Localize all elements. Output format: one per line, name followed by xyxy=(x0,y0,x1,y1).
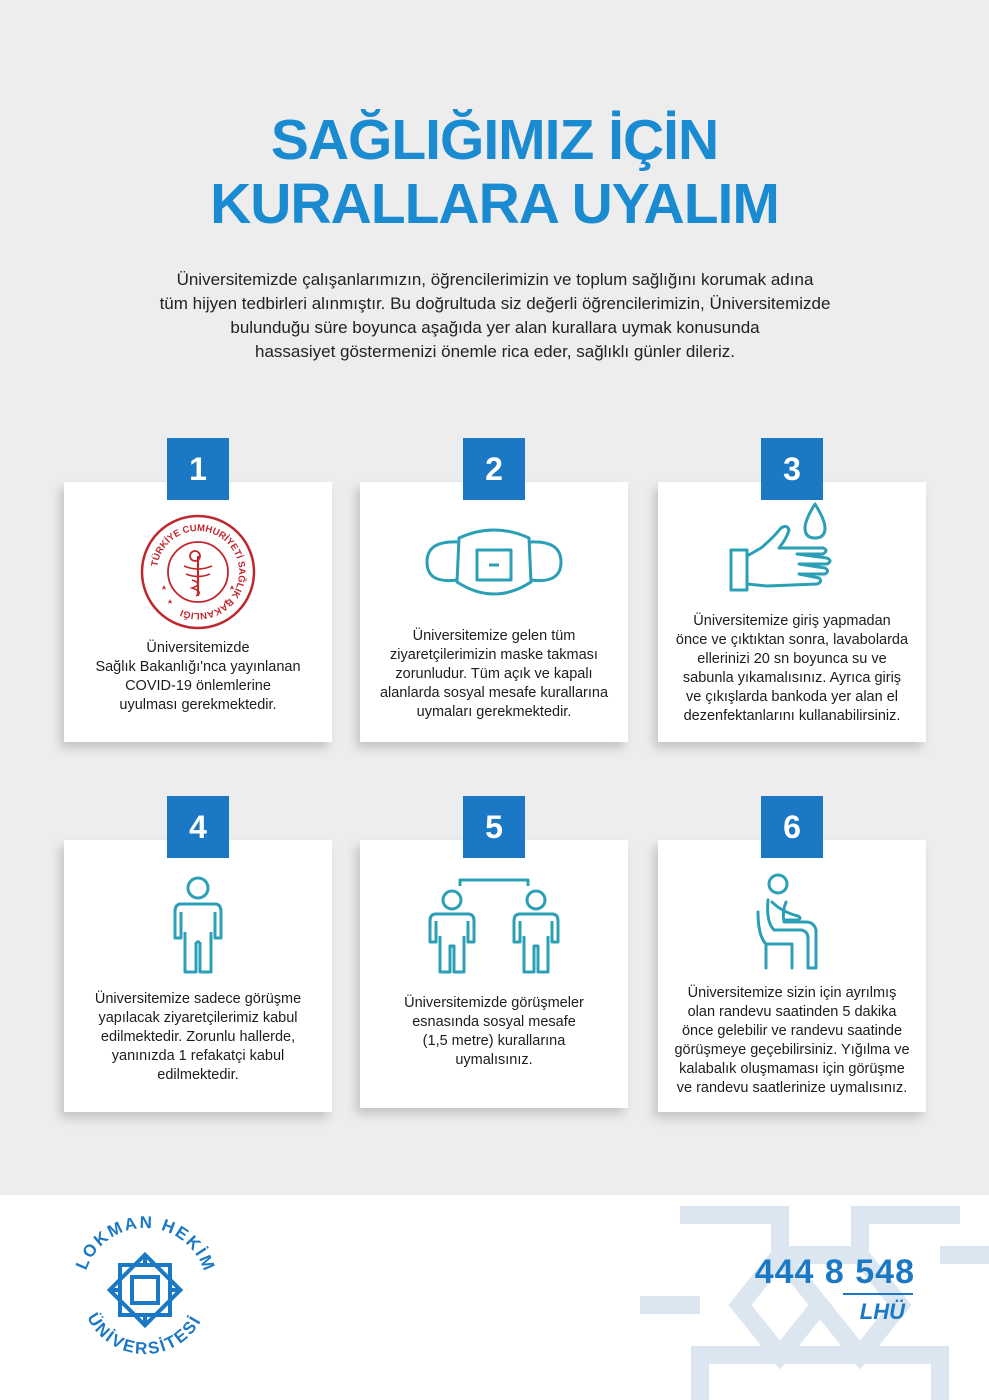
ministry-seal-icon xyxy=(138,512,258,637)
rule-text-line: kalabalık oluşmaması için görüşme xyxy=(679,1061,905,1077)
logo-text-bottom: ÜNİVERSİTESİ xyxy=(83,1309,206,1359)
rule-text-line: edilmektedir. Zorunlu hallerde, xyxy=(100,1029,296,1045)
rule-text-line: sabunla yıkamalısınız. Ayrıca giriş xyxy=(682,670,902,686)
rule-text-line: COVID-19 önlemlerine xyxy=(125,678,271,694)
seal-text: TÜRKİYE CUMHURİYETİ SAĞLIK BAKANLIĞI xyxy=(149,522,248,622)
rule-text-line: Üniversitemize giriş yapmadan xyxy=(693,613,891,629)
rule-text-line: alanlarda sosyal mesafe kurallarına xyxy=(379,685,609,701)
rule-card-4 xyxy=(64,809,332,1112)
footer xyxy=(0,1195,989,1400)
rule-text-line: önce ve çıktıktan sonra, lavabolarda xyxy=(675,632,909,648)
rule-text-line: olan randevu saatinden 5 dakika xyxy=(687,1004,897,1020)
face-mask-icon xyxy=(419,520,569,615)
rule-text-line: ve çıkışlarda bankoda yer alan el xyxy=(686,689,898,705)
hand-wash-icon xyxy=(727,498,857,603)
page-title xyxy=(0,108,989,236)
rule-text-line: Sağlık Bakanlığı'nca yayınlanan xyxy=(95,659,301,675)
decorative-pattern xyxy=(640,1195,989,1400)
rule-number-badge: 3 xyxy=(761,438,823,500)
rule-card-3 xyxy=(658,451,926,742)
rule-text-line: Üniversitemizde görüşmeler xyxy=(404,995,584,1011)
rule-number-badge: 4 xyxy=(167,796,229,858)
rule-text-line: yapılacak ziyaretçilerimiz kabul xyxy=(98,1010,298,1026)
rule-text xyxy=(672,612,912,726)
rule-text-line: Üniversitemize sadece görüşme xyxy=(94,991,302,1007)
rule-text-line: görüşmeye geçebilirsiniz. Yığılma ve xyxy=(674,1042,910,1058)
rule-text-line: uymaları gerekmektedir. xyxy=(416,704,572,720)
rule-text xyxy=(672,984,912,1098)
title-line-1: SAĞLIĞIMIZ İÇİN xyxy=(270,108,719,172)
rule-text-line: yanınızda 1 refakatçi kabul xyxy=(111,1048,285,1064)
rule-text-line: (1,5 metre) kurallarına xyxy=(422,1033,566,1049)
rule-text xyxy=(78,990,318,1085)
rule-text-line: Üniversitemize sizin için ayrılmış xyxy=(687,985,897,1001)
rule-text-line: edilmektedir. xyxy=(157,1067,239,1083)
intro-paragraph xyxy=(120,268,870,364)
rule-text xyxy=(374,627,614,722)
brand-underline xyxy=(843,1293,913,1295)
phone-number: 444 8 548 xyxy=(754,1253,915,1291)
rule-text xyxy=(374,994,614,1070)
rule-number-badge: 1 xyxy=(167,438,229,500)
intro-line: bulunduğu süre boyunca aşağıda yer alan kurallara uymak konusunda xyxy=(230,318,760,337)
rule-card-2 xyxy=(360,451,628,742)
title-line-2: KURALLARA UYALIM xyxy=(210,172,779,236)
intro-line: tüm hijyen tedbirleri alınmıştır. Bu doğrultuda siz değerli öğrencilerimizin, Üniversitemizde xyxy=(159,294,831,313)
social-distance-icon xyxy=(424,876,564,981)
logo-text-top: LOKMAN HEKİM xyxy=(72,1215,220,1275)
person-icon xyxy=(163,876,233,981)
university-logo xyxy=(70,1215,220,1370)
rule-text-line: ziyaretçilerimizin maske takması xyxy=(390,647,598,663)
rule-text-line: Üniversitemizde xyxy=(146,640,250,656)
brand-short: LHÜ xyxy=(859,1299,905,1324)
rule-card-5 xyxy=(360,809,628,1108)
rule-text-line: zorunludur. Tüm açık ve kapalı xyxy=(395,666,593,682)
rule-text-line: uymalısınız. xyxy=(455,1052,533,1068)
rule-card-6 xyxy=(658,809,926,1112)
intro-line: Üniversitemizde çalışanlarımızın, öğrencilerimizin ve toplum sağlığını korumak adına xyxy=(176,270,814,289)
intro-line: hassasiyet göstermenizi önemle rica eder, sağlıklı günler dileriz. xyxy=(254,342,735,361)
rule-text-line: uyulması gerekmektedir. xyxy=(119,697,277,713)
rule-number-badge: 2 xyxy=(463,438,525,500)
rule-text-line: önce gelebilir ve randevu saatinde xyxy=(681,1023,903,1039)
seated-person-icon xyxy=(752,872,832,977)
rule-number-badge: 5 xyxy=(463,796,525,858)
rule-text-line: dezenfektanlarını kullanabilirsiniz. xyxy=(683,708,901,724)
rule-text-line: esnasında sosyal mesafe xyxy=(412,1014,576,1030)
rule-card-1 xyxy=(64,451,332,742)
rule-text-line: Üniversitemize gelen tüm xyxy=(412,628,576,644)
rule-text-line: ve randevu saatlerinize uymalısınız. xyxy=(676,1080,908,1096)
rule-text-line: ellerinizi 20 sn boyunca su ve xyxy=(697,651,887,667)
rule-number-badge: 6 xyxy=(761,796,823,858)
rule-text xyxy=(78,639,318,715)
